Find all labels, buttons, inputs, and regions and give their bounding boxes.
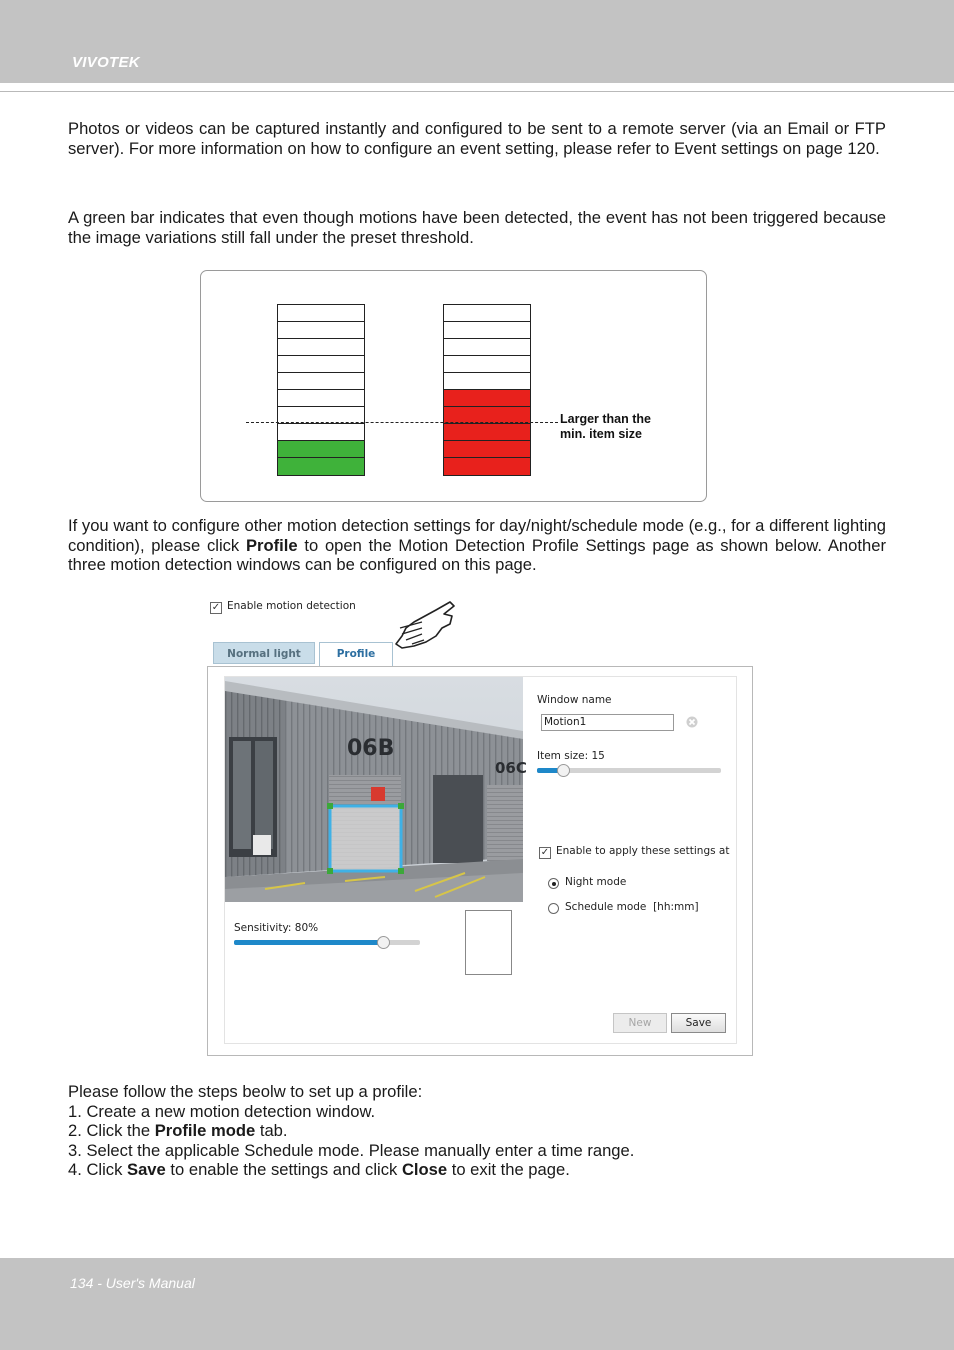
bar-cell [444, 390, 530, 407]
window-name-label: Window name [537, 694, 612, 706]
profile-text-before: If you want to configure other motion detection settings for day/night/schedule mode (e.g., for a different lighting condition), please click [68, 516, 886, 555]
profile-paragraph [68, 516, 886, 575]
bar-cell [444, 356, 530, 373]
header-divider [0, 91, 954, 92]
new-button[interactable]: New [613, 1013, 667, 1033]
enable-apply-label: Enable to apply these settings at [556, 845, 730, 857]
window-name-input[interactable]: Motion1 [541, 714, 674, 731]
step-4-c: to enable the settings and click [165, 1160, 402, 1179]
bar-cell [278, 424, 364, 441]
step-4-e: to exit the page. [447, 1160, 570, 1179]
intro-paragraph-2: A green bar indicates that even though motions have been detected, the event has not been triggered because the image variations still fall under the preset threshold. [68, 208, 886, 247]
bar-cell [278, 339, 364, 356]
save-button[interactable]: Save [671, 1013, 726, 1033]
threshold-label-line1: Larger than the [560, 412, 651, 426]
tab-profile-mode[interactable]: Profile [319, 642, 393, 666]
brand-logo: VIVOTEK [72, 54, 140, 71]
bar-cell [278, 322, 364, 339]
enable-motion-label: Enable motion detection [227, 600, 356, 612]
building-scene [225, 677, 527, 902]
step-2-bold: Profile mode [154, 1121, 256, 1140]
schedule-hint: [hh:mm] [653, 901, 699, 913]
page-number-label: 134 - User's Manual [70, 1275, 195, 1291]
step-3: 3. Select the applicable Schedule mode. Please manually enter a time range. [68, 1140, 635, 1160]
checkmark-icon: ✓ [211, 602, 221, 613]
step-4-a: 4. Click [68, 1160, 128, 1179]
header-bar [0, 0, 954, 83]
bar-cell [444, 322, 530, 339]
bar-cell [444, 373, 530, 390]
bar-cell [278, 441, 364, 458]
schedule-mode-label [565, 901, 699, 913]
step-2-c: tab. [255, 1121, 288, 1140]
step-4 [68, 1160, 886, 1180]
bar-cell [444, 305, 530, 322]
motion-window-handle[interactable] [327, 803, 333, 809]
motion-level-box [465, 910, 512, 975]
bar-cell [444, 339, 530, 356]
enable-apply-checkbox[interactable] [539, 847, 551, 859]
building-label-06b: 06B [347, 736, 395, 761]
pointing-hand-icon [392, 598, 456, 650]
checkmark-icon: ✓ [540, 847, 550, 858]
intro-paragraph-1: Photos or videos can be captured instantly and configured to be sent to a remote server (via an Email or FTP server). For more information on how to configure an event setting, please refer to Event settings on page 120. [68, 119, 886, 158]
sensitivity-slider[interactable] [234, 940, 420, 945]
schedule-mode-radio[interactable] [548, 903, 559, 914]
bar-cell [278, 356, 364, 373]
tab-normal-light-mode[interactable]: Normal light [213, 642, 315, 664]
step-4-close: Close [401, 1160, 448, 1179]
night-mode-label: Night mode [565, 876, 627, 888]
delete-icon[interactable] [686, 716, 698, 728]
bar-cell [444, 441, 530, 458]
item-size-slider[interactable] [537, 768, 721, 773]
footer-bar [0, 1258, 954, 1350]
enable-motion-checkbox[interactable] [210, 602, 222, 614]
steps-intro: Please follow the steps beolw to set up a profile: [68, 1082, 423, 1101]
profile-text-after: to open the Motion Detection Profile Settings page as shown below. Another three motion detection windows can be configured on this page. [68, 535, 886, 574]
sensitivity-handle[interactable] [377, 936, 390, 949]
motion-window-handle[interactable] [398, 868, 404, 874]
sensitivity-fill [234, 940, 383, 945]
red-bar-column [443, 304, 531, 476]
threshold-label-line2: min. item size [560, 427, 642, 441]
sensitivity-label: Sensitivity: 80% [234, 922, 319, 934]
bar-cell [444, 424, 530, 441]
bar-cell [444, 458, 530, 475]
profile-text-bold: Profile [245, 535, 298, 555]
bar-cell [278, 390, 364, 407]
step-2 [68, 1121, 886, 1141]
schedule-mode-text: Schedule mode [565, 901, 647, 913]
item-size-label: Item size: 15 [537, 750, 605, 762]
live-view-image[interactable] [225, 677, 527, 902]
building-label-06c: 06C [495, 759, 527, 777]
green-bar-column [277, 304, 365, 476]
step-1: 1. Create a new motion detection window. [68, 1101, 376, 1121]
bar-cell [278, 305, 364, 322]
step-2-a: 2. Click the [68, 1121, 155, 1140]
threshold-label [560, 412, 651, 442]
motion-window-handle[interactable] [398, 803, 404, 809]
motion-window-handle[interactable] [327, 868, 333, 874]
bar-cell [278, 373, 364, 390]
step-4-save: Save [127, 1160, 166, 1179]
bar-cell [278, 458, 364, 475]
threshold-line [246, 422, 558, 423]
steps-list [68, 1082, 886, 1180]
item-size-handle[interactable] [557, 764, 570, 777]
night-mode-radio[interactable] [548, 878, 559, 889]
